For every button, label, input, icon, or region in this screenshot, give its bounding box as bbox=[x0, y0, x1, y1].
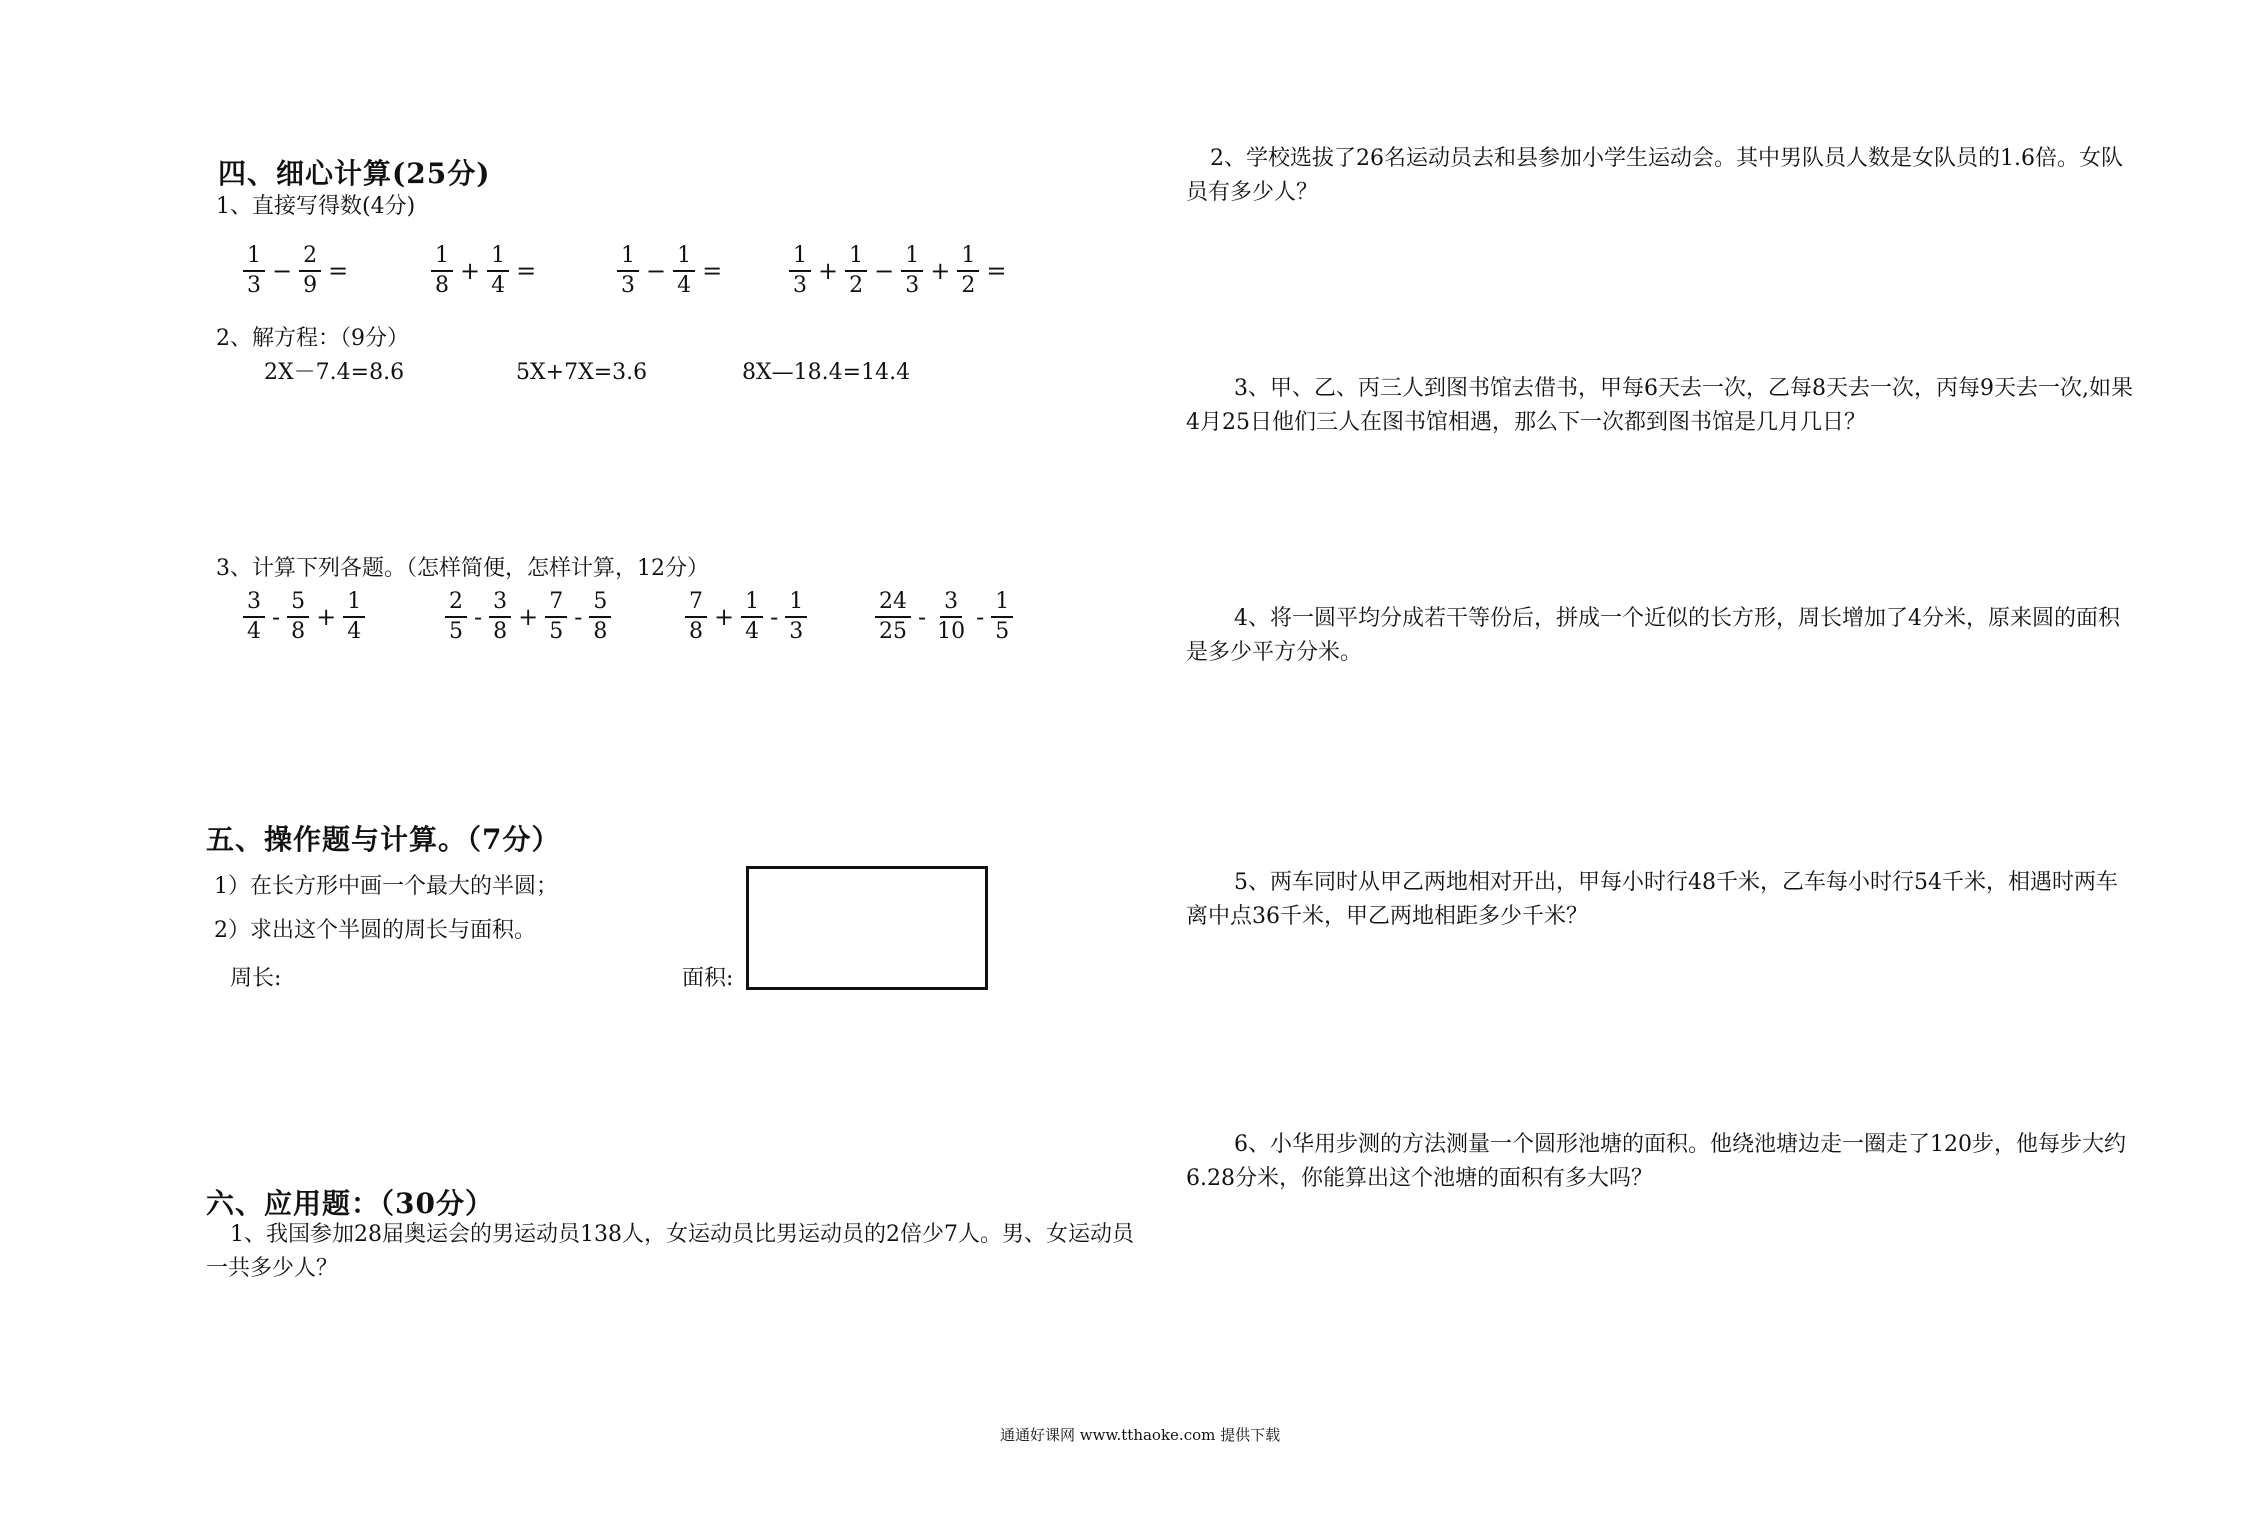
numerator: 1 bbox=[789, 242, 811, 272]
denominator: 8 bbox=[435, 273, 449, 298]
fraction bbox=[243, 242, 265, 300]
q2-label: 2、解方程：（9分） bbox=[216, 326, 409, 351]
q1-expr-4 bbox=[786, 242, 1010, 300]
q3-expr-1 bbox=[240, 588, 368, 646]
fraction bbox=[431, 242, 453, 300]
operator: + bbox=[460, 257, 481, 285]
fraction bbox=[875, 588, 911, 646]
fraction bbox=[741, 588, 763, 646]
numerator: 5 bbox=[589, 588, 611, 618]
numerator: 3 bbox=[489, 588, 511, 618]
numerator: 3 bbox=[243, 588, 265, 618]
fraction bbox=[991, 588, 1013, 646]
numerator: 1 bbox=[991, 588, 1013, 618]
denominator: 10 bbox=[937, 619, 966, 644]
numerator: 1 bbox=[487, 242, 509, 272]
denominator: 4 bbox=[491, 273, 506, 298]
section-6-title: 六、应用题：（30分） bbox=[206, 1187, 494, 1220]
fraction bbox=[287, 588, 309, 646]
denominator: 3 bbox=[789, 619, 804, 644]
denominator: 2 bbox=[961, 273, 976, 298]
fraction bbox=[489, 588, 511, 646]
denominator: 3 bbox=[247, 273, 261, 298]
denominator: 3 bbox=[793, 273, 807, 298]
numerator: 5 bbox=[287, 588, 309, 618]
denominator: 8 bbox=[291, 619, 306, 644]
denominator: 3 bbox=[621, 273, 635, 298]
app-question-6: 6、小华用步测的方法测量一个圆形池塘的面积。他绕池塘边走一圈走了120步，他每步大约6.28分米，你能算出这个池塘的面积有多大吗？ bbox=[1186, 1132, 2126, 1191]
denominator: 8 bbox=[689, 619, 703, 644]
q3-expr-3 bbox=[682, 588, 810, 646]
denominator: 5 bbox=[995, 619, 1010, 644]
denominator: 8 bbox=[593, 619, 608, 644]
drawing-rectangle bbox=[746, 866, 988, 990]
denominator: 25 bbox=[879, 619, 907, 644]
numerator: 1 bbox=[617, 242, 639, 272]
app-question-3: 3、甲、乙、丙三人到图书馆去借书，甲每6天去一次，乙每8天去一次，丙每9天去一次,如果4月25日他们三人在图书馆相遇，那么下一次都到图书馆是几月几日？ bbox=[1186, 376, 2133, 435]
operator: + bbox=[714, 603, 735, 631]
q1-label: 1、直接写得数(4分) bbox=[216, 194, 416, 219]
operator: + bbox=[818, 257, 839, 285]
sec5-item-2: 2）求出这个半圆的周长与面积。 bbox=[214, 918, 536, 943]
app-question-5: 5、两车同时从甲乙两地相对开出，甲每小时行48千米，乙车每小时行54千米，相遇时两车离中点36千米，甲乙两地相距多少千米？ bbox=[1186, 870, 2118, 929]
operator: − bbox=[646, 257, 667, 285]
fraction bbox=[957, 242, 979, 300]
denominator: 9 bbox=[303, 273, 318, 298]
fraction bbox=[901, 242, 923, 300]
operator: = bbox=[328, 257, 349, 285]
denominator: 4 bbox=[745, 619, 760, 644]
numerator: 7 bbox=[685, 588, 707, 618]
denominator: 5 bbox=[449, 619, 463, 644]
app-question-4: 4、将一圆平均分成若干等份后，拼成一个近似的长方形，周长增加了4分米，原来圆的面积是多少平方分米。 bbox=[1186, 606, 2120, 665]
numerator: 1 bbox=[845, 242, 867, 272]
denominator: 4 bbox=[347, 619, 362, 644]
fraction bbox=[343, 588, 365, 646]
denominator: 4 bbox=[677, 273, 692, 298]
fraction bbox=[487, 242, 509, 300]
operator: - bbox=[574, 603, 583, 631]
denominator: 2 bbox=[849, 273, 864, 298]
operator: − bbox=[874, 257, 895, 285]
denominator: 4 bbox=[247, 619, 261, 644]
q3-label: 3、计算下列各题。（怎样简便，怎样计算，12分） bbox=[216, 556, 709, 581]
fraction bbox=[673, 242, 695, 300]
numerator: 1 bbox=[957, 242, 979, 272]
fraction bbox=[243, 588, 265, 646]
sec5-item-1: 1）在长方形中画一个最大的半圆； bbox=[214, 874, 558, 899]
operator: - bbox=[918, 603, 927, 631]
denominator: 3 bbox=[905, 273, 920, 298]
area-label: 面积: bbox=[682, 966, 734, 991]
numerator: 2 bbox=[299, 242, 321, 272]
operator: = bbox=[516, 257, 537, 285]
numerator: 1 bbox=[673, 242, 695, 272]
fraction bbox=[685, 588, 707, 646]
operator: - bbox=[272, 603, 281, 631]
fraction bbox=[785, 588, 807, 646]
fraction bbox=[617, 242, 639, 300]
footer-credit: 通通好课网 www.tthaoke.com 提供下载 bbox=[1000, 1426, 1281, 1444]
numerator: 2 bbox=[445, 588, 467, 618]
numerator: 1 bbox=[243, 242, 265, 272]
q1-expr-2 bbox=[428, 242, 540, 300]
denominator: 5 bbox=[549, 619, 564, 644]
operator: + bbox=[930, 257, 951, 285]
denominator: 8 bbox=[493, 619, 508, 644]
operator: - bbox=[474, 603, 483, 631]
fraction bbox=[445, 588, 467, 646]
numerator: 24 bbox=[875, 588, 911, 618]
operator: - bbox=[976, 603, 985, 631]
fraction bbox=[545, 588, 567, 646]
equation-2: 5X+7X=3.6 bbox=[516, 360, 648, 385]
q1-expr-3 bbox=[614, 242, 726, 300]
operator: + bbox=[518, 603, 539, 631]
fraction bbox=[589, 588, 611, 646]
numerator: 1 bbox=[785, 588, 807, 618]
section-4-title: 四、细心计算(25分) bbox=[218, 157, 491, 190]
operator: + bbox=[316, 603, 337, 631]
fraction bbox=[789, 242, 811, 300]
numerator: 7 bbox=[545, 588, 567, 618]
perimeter-label: 周长: bbox=[230, 966, 282, 991]
numerator: 1 bbox=[431, 242, 453, 272]
equation-3: 8X—18.4=14.4 bbox=[742, 360, 911, 385]
operator: - bbox=[770, 603, 779, 631]
q3-expr-2 bbox=[442, 588, 614, 646]
numerator: 1 bbox=[901, 242, 923, 272]
app-question-1: 1、我国参加28届奥运会的男运动员138人，女运动员比男运动员的2倍少7人。男、女运动员一共多少人？ bbox=[206, 1222, 1134, 1281]
operator: − bbox=[272, 257, 293, 285]
app-question-2: 2、学校选拔了26名运动员去和县参加小学生运动会。其中男队员人数是女队员的1.6倍。女队员有多少人？ bbox=[1186, 146, 2123, 205]
numerator: 3 bbox=[940, 588, 962, 618]
fraction bbox=[299, 242, 321, 300]
numerator: 1 bbox=[343, 588, 365, 618]
fraction bbox=[933, 588, 969, 646]
section-5-title: 五、操作题与计算。（7分） bbox=[206, 823, 561, 856]
fraction bbox=[845, 242, 867, 300]
numerator: 1 bbox=[741, 588, 763, 618]
operator: = bbox=[986, 257, 1007, 285]
q1-expr-1 bbox=[240, 242, 352, 300]
operator: = bbox=[702, 257, 723, 285]
equation-1: 2X－7.4=8.6 bbox=[264, 360, 405, 385]
q3-expr-4 bbox=[872, 588, 1016, 646]
